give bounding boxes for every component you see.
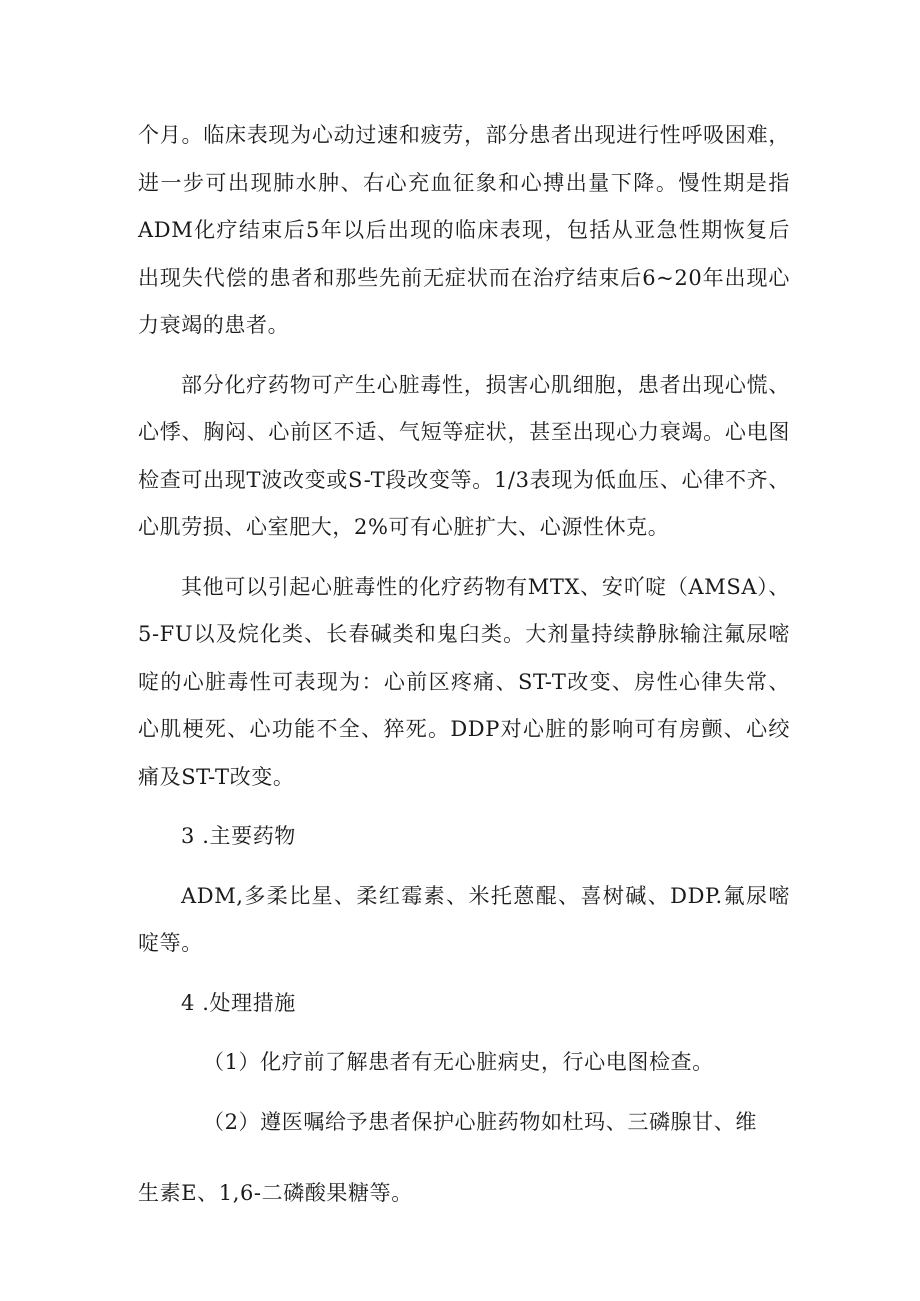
section-heading-main-drugs: 3 .主要药物	[181, 824, 296, 848]
paragraph-other-drugs: 其他可以引起心脏毒性的化疗药物有MTX、安吖啶（AMSA）、5-FU以及烷化类、长春碱类和鬼臼类。大剂量持续静脉输注氟尿嘧啶的心脏毒性可表现为：心前区疼痛、ST-T改变、房性心律失常、心肌梗死、心功能不全、猝死。DDP对心脏的影响可有房颤、心绞痛及ST-T改变。	[138, 574, 790, 789]
paragraph-chronic-phase: 个月。临床表现为心动过速和疲劳，部分患者出现进行性呼吸困难，进一步可出现肺水肿、右心充血征象和心搏出量下降。慢性期是指ADM化疗结束后5年以后出现的临床表现，包括从亚急性期恢复后出现失代偿的患者和那些先前无症状而在治疗结束后6~20年出现心力衰竭的患者。	[138, 123, 790, 337]
paragraph-main-drugs: ADM,多柔比星、柔红霉素、米托蒽醌、喜树碱、DDP.氟尿嘧啶等。	[138, 883, 790, 955]
measure-item-1: （1）化疗前了解患者有无心脏病史，行心电图检查。	[203, 1050, 714, 1074]
document-body	[138, 112, 790, 1218]
measure-item-2-line-1: （2）遵医嘱给予患者保护心脏药物如杜玛、三磷腺甘、维	[203, 1109, 757, 1134]
measure-item-2-line-2: 生素E、1,6-二磷酸果糖等。	[138, 1181, 413, 1205]
section-heading-measures: 4 .处理措施	[181, 990, 296, 1015]
paragraph-cardiotoxicity-symptoms: 部分化疗药物可产生心脏毒性，损害心肌细胞，患者出现心慌、心悸、胸闷、心前区不适、气短等症状，甚至出现心力衰竭。心电图检查可出现T波改变或S-T段改变等。1/3表现为低血压、心律不齐、心肌劳损、心室肥大，2%可有心脏扩大、心源性休克。	[138, 372, 790, 539]
